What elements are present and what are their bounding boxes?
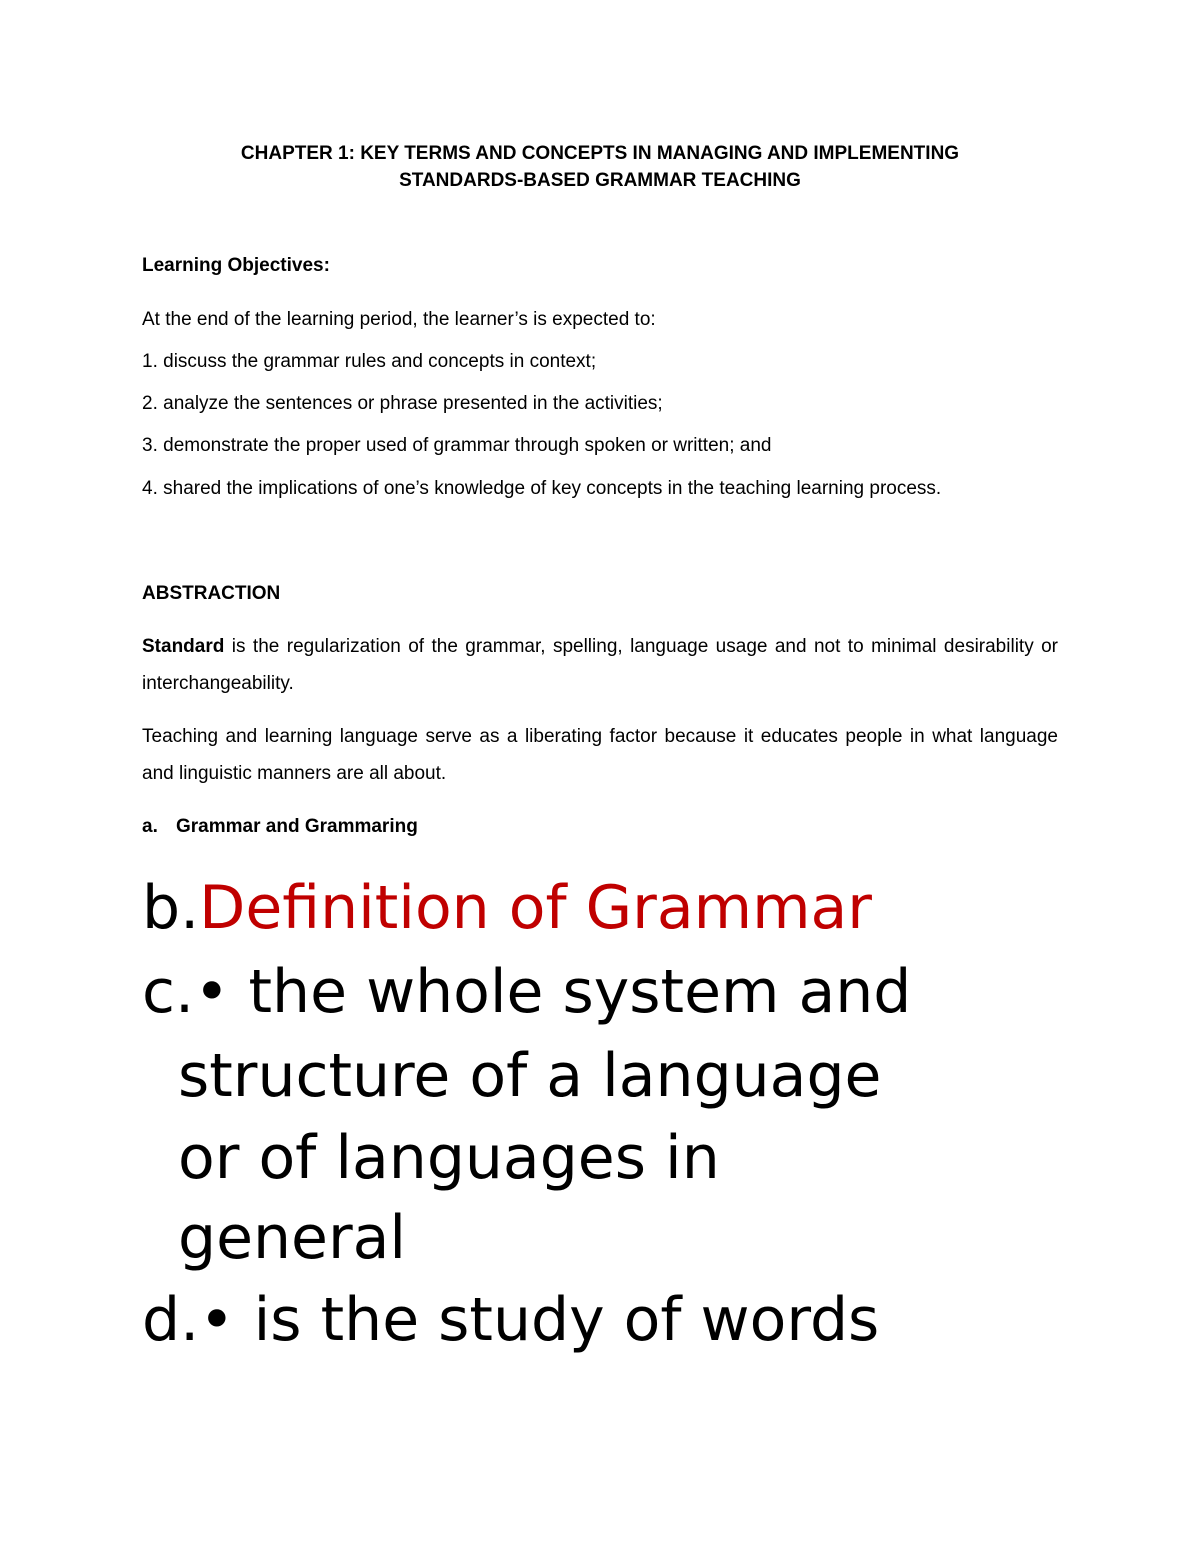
chapter-title-line-1: CHAPTER 1: KEY TERMS AND CONCEPTS IN MANAGING AND IMPLEMENTING <box>240 143 960 164</box>
teaching-paragraph: Teaching and learning language serve as a liberating factor because it educates people in what language and linguistic manners are all about. <box>142 726 1058 784</box>
list-item-d <box>142 1284 879 1356</box>
list-text-c-line-4: general <box>178 1203 407 1273</box>
chapter-title-line-2: STANDARDS-BASED GRAMMAR TEACHING <box>399 170 801 191</box>
definition-of-grammar-heading: Definition of Grammar <box>199 873 872 943</box>
list-text-c-line-1: • the whole system and <box>194 957 912 1027</box>
learning-objectives-heading: Learning Objectives: <box>142 255 330 276</box>
list-marker-c: c. <box>142 957 195 1027</box>
abstraction-heading: ABSTRACTION <box>142 583 281 604</box>
list-item-c <box>142 956 911 1028</box>
list-text-c-line-2: structure of a language <box>178 1041 882 1111</box>
list-marker-a: a. <box>142 816 158 837</box>
list-text-c-line-3: or of languages in <box>178 1123 720 1193</box>
objective-item-2: 2. analyze the sentences or phrase presented in the activities; <box>142 393 663 414</box>
objectives-intro: At the end of the learning period, the learner’s is expected to: <box>142 309 656 330</box>
list-marker-b: b. <box>142 873 200 943</box>
list-item-b <box>142 872 872 944</box>
objective-item-1: 1. discuss the grammar rules and concepts in context; <box>142 351 597 372</box>
list-marker-d: d. <box>142 1285 200 1355</box>
list-text-a: Grammar and Grammaring <box>176 816 418 837</box>
standard-term: Standard <box>142 636 225 657</box>
objective-item-3: 3. demonstrate the proper used of grammar through spoken or written; and <box>142 435 772 456</box>
list-item-a <box>142 813 418 841</box>
standard-paragraph <box>142 628 1058 702</box>
standard-definition: is the regularization of the grammar, spelling, language usage and not to minimal desirability or interchangeability. <box>142 636 1058 694</box>
objective-item-4: 4. shared the implications of one’s knowledge of key concepts in the teaching learning process. <box>142 478 942 499</box>
list-text-d: • is the study of words <box>199 1285 880 1355</box>
